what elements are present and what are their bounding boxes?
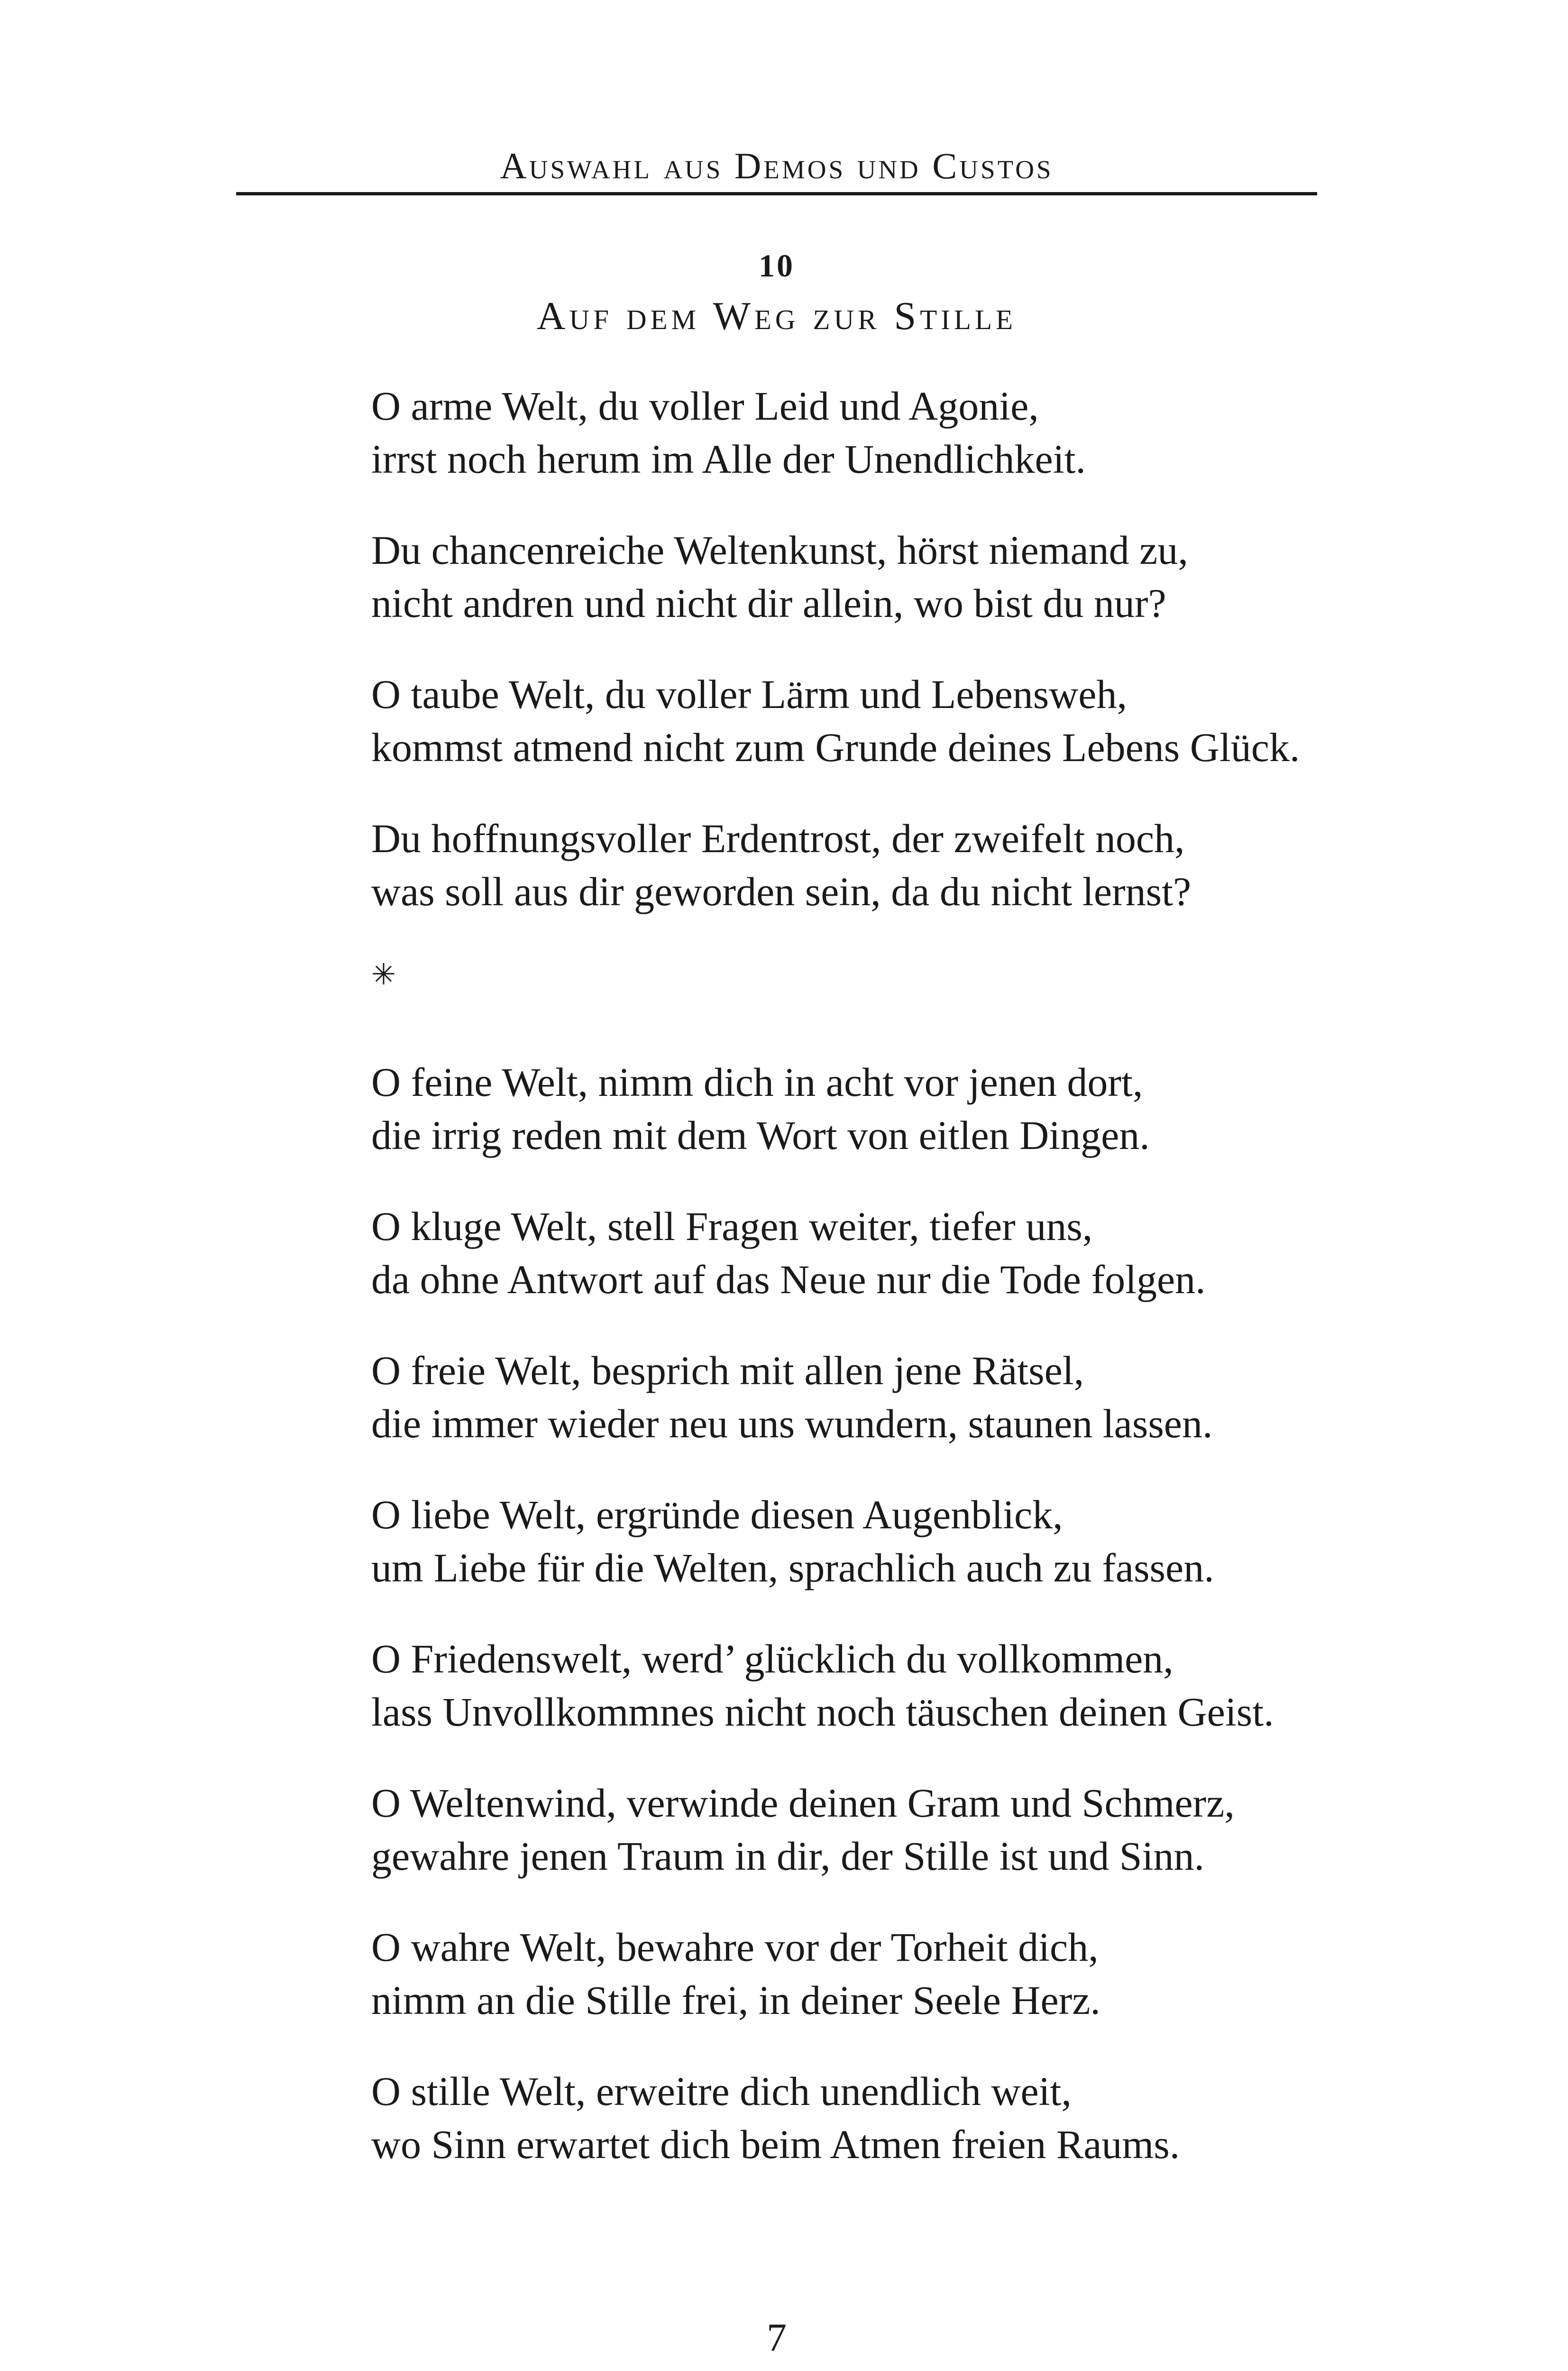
stanza <box>371 1921 1533 2027</box>
verse-line: Du chancenreiche Weltenkunst, hörst niemand zu, <box>371 527 1188 573</box>
stanza <box>371 1056 1533 1162</box>
running-header: Auswahl aus Demos und Custos <box>500 145 1054 186</box>
verse-line: irrst noch herum im Alle der Unendlichkeit. <box>371 436 1086 482</box>
poem-title: Auf dem Weg zur Stille <box>536 294 1017 338</box>
verse-line: wo Sinn erwartet dich beim Atmen freien Raums. <box>371 2122 1180 2167</box>
verse-line: die irrig reden mit dem Wort von eitlen Dingen. <box>371 1112 1150 1158</box>
stanza <box>371 1344 1533 1450</box>
verse-line: die immer wieder neu uns wundern, staunen lassen. <box>371 1401 1213 1446</box>
verse-line: nimm an die Stille frei, in deiner Seele Herz. <box>371 1977 1100 2023</box>
stanza <box>371 1632 1533 1738</box>
section-separator-asterisk: ✳ <box>371 959 396 991</box>
page-number: 7 <box>767 2316 787 2360</box>
verse-line: Du hoffnungsvoller Erdentrost, der zweifelt noch, <box>371 816 1185 861</box>
verse-line: lass Unvollkommnes nicht noch täuschen deinen Geist. <box>371 1689 1274 1735</box>
header-rule <box>236 192 1317 195</box>
verse-line: nicht andren und nicht dir allein, wo bist du nur? <box>371 580 1166 626</box>
stanza <box>371 668 1533 774</box>
verse-line: O Weltenwind, verwinde deinen Gram und Schmerz, <box>371 1780 1235 1826</box>
verse-line: gewahre jenen Traum in dir, der Stille ist und Sinn. <box>371 1833 1204 1879</box>
poem-number: 10 <box>759 248 795 284</box>
verse-line: O arme Welt, du voller Leid und Agonie, <box>371 383 1039 429</box>
stanza <box>371 379 1533 486</box>
stanza <box>371 1776 1533 1883</box>
verse-line: O wahre Welt, bewahre vor der Torheit dich, <box>371 1924 1099 1970</box>
poem-body <box>371 379 1533 2209</box>
verse-line: um Liebe für die Welten, sprachlich auch zu fassen. <box>371 1545 1214 1590</box>
stanza <box>371 524 1533 630</box>
stanza <box>371 812 1533 918</box>
verse-line: O kluge Welt, stell Fragen weiter, tiefer uns, <box>371 1204 1093 1249</box>
verse-line: O liebe Welt, ergründe diesen Augenblick, <box>371 1492 1063 1537</box>
verse-line: da ohne Antwort auf das Neue nur die Tode folgen. <box>371 1257 1206 1302</box>
verse-line: O stille Welt, erweitre dich unendlich weit, <box>371 2068 1072 2114</box>
verse-line: O freie Welt, besprich mit allen jene Rätsel, <box>371 1348 1084 1393</box>
stanza <box>371 1488 1533 1594</box>
verse-line: O Friedenswelt, werd’ glücklich du vollkommen, <box>371 1636 1174 1682</box>
stanza <box>371 1200 1533 1306</box>
verse-line: O taube Welt, du voller Lärm und Lebensweh, <box>371 671 1127 717</box>
verse-line: kommst atmend nicht zum Grunde deines Lebens Glück. <box>371 725 1300 770</box>
verse-line: was soll aus dir geworden sein, da du nicht lernst? <box>371 869 1192 914</box>
stanza <box>371 2065 1533 2171</box>
verse-line: O feine Welt, nimm dich in acht vor jenen dort, <box>371 1059 1143 1105</box>
